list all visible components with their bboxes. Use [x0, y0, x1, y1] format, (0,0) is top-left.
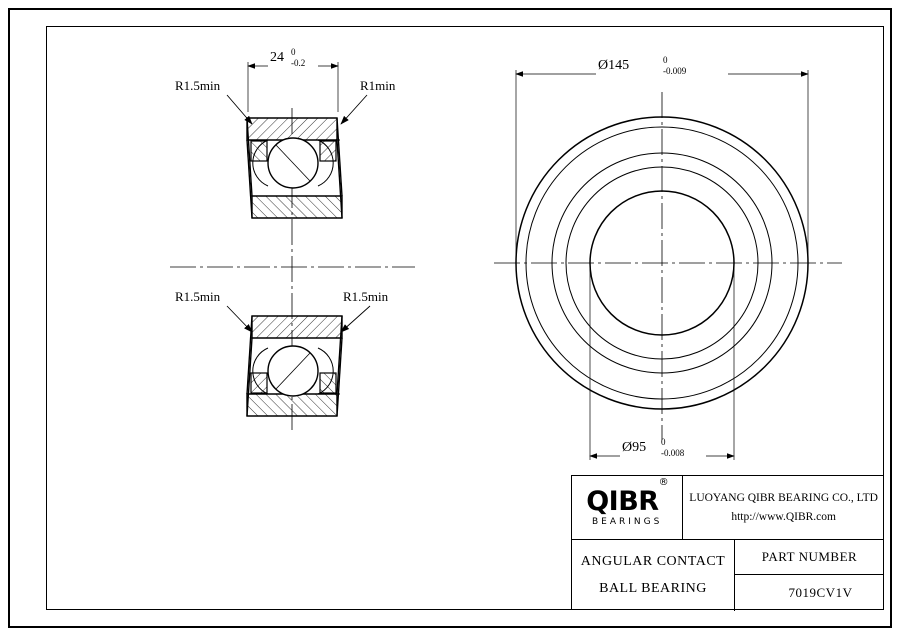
- company-name: LUOYANG QIBR BEARING CO., LTD: [689, 492, 878, 504]
- part-number-label: PART NUMBER: [735, 540, 884, 575]
- leader-label-top-right: R1min: [360, 78, 396, 93]
- product-description: [572, 540, 735, 611]
- leader-r1min-top-right: [341, 78, 396, 124]
- leader-r15min-bottom-left: [175, 289, 252, 332]
- bore-dim-nominal: 95: [632, 440, 647, 455]
- bore-dim-symbol-value: [622, 440, 646, 455]
- logo-subtitle: BEARINGS: [591, 517, 663, 527]
- leader-label-bottom-right: R1.5min: [343, 289, 389, 304]
- title-block-header-row: [572, 476, 884, 540]
- logo-wordmark: [586, 477, 669, 517]
- outer-dim-upper-tol: 0: [663, 55, 668, 65]
- width-dim-upper-tol: 0: [291, 47, 296, 57]
- title-block: [571, 475, 884, 610]
- company-info: [683, 476, 884, 539]
- product-line-1: ANGULAR CONTACT: [580, 553, 726, 569]
- bore-dim-upper-tol: 0: [661, 437, 666, 447]
- bore-dim-lower-tol: -0.008: [661, 448, 685, 458]
- upper-section: [247, 118, 342, 218]
- lower-section: [247, 316, 342, 416]
- leader-label-bottom-left: R1.5min: [175, 289, 221, 304]
- section-view: [170, 47, 415, 430]
- leader-r15min-top-left: [175, 78, 252, 124]
- front-view: [494, 55, 842, 460]
- title-block-detail-row: [572, 540, 884, 611]
- part-number-cell: [735, 540, 884, 611]
- outer-dim-symbol-value: [598, 58, 629, 73]
- company-logo: [572, 476, 683, 539]
- logo-text: QIBR: [586, 486, 659, 517]
- bore-dim-symbol: Ø: [622, 440, 633, 455]
- registered-trademark-icon: ®: [658, 477, 669, 488]
- company-url[interactable]: http://www.QIBR.com: [731, 511, 836, 523]
- width-dim-lower-tol: -0.2: [291, 58, 306, 68]
- dimension-width: [248, 47, 338, 112]
- outer-dim-nominal: 145: [608, 58, 630, 73]
- outer-dim-lower-tol: -0.009: [663, 66, 687, 76]
- leader-r15min-bottom-right: [341, 289, 389, 332]
- product-line-2: BALL BEARING: [599, 580, 707, 596]
- width-dim-nominal: 24: [270, 50, 284, 65]
- leader-label-top-left: R1.5min: [175, 78, 221, 93]
- outer-dim-symbol: Ø: [598, 58, 609, 73]
- part-number-value: 7019CV1V: [788, 585, 853, 600]
